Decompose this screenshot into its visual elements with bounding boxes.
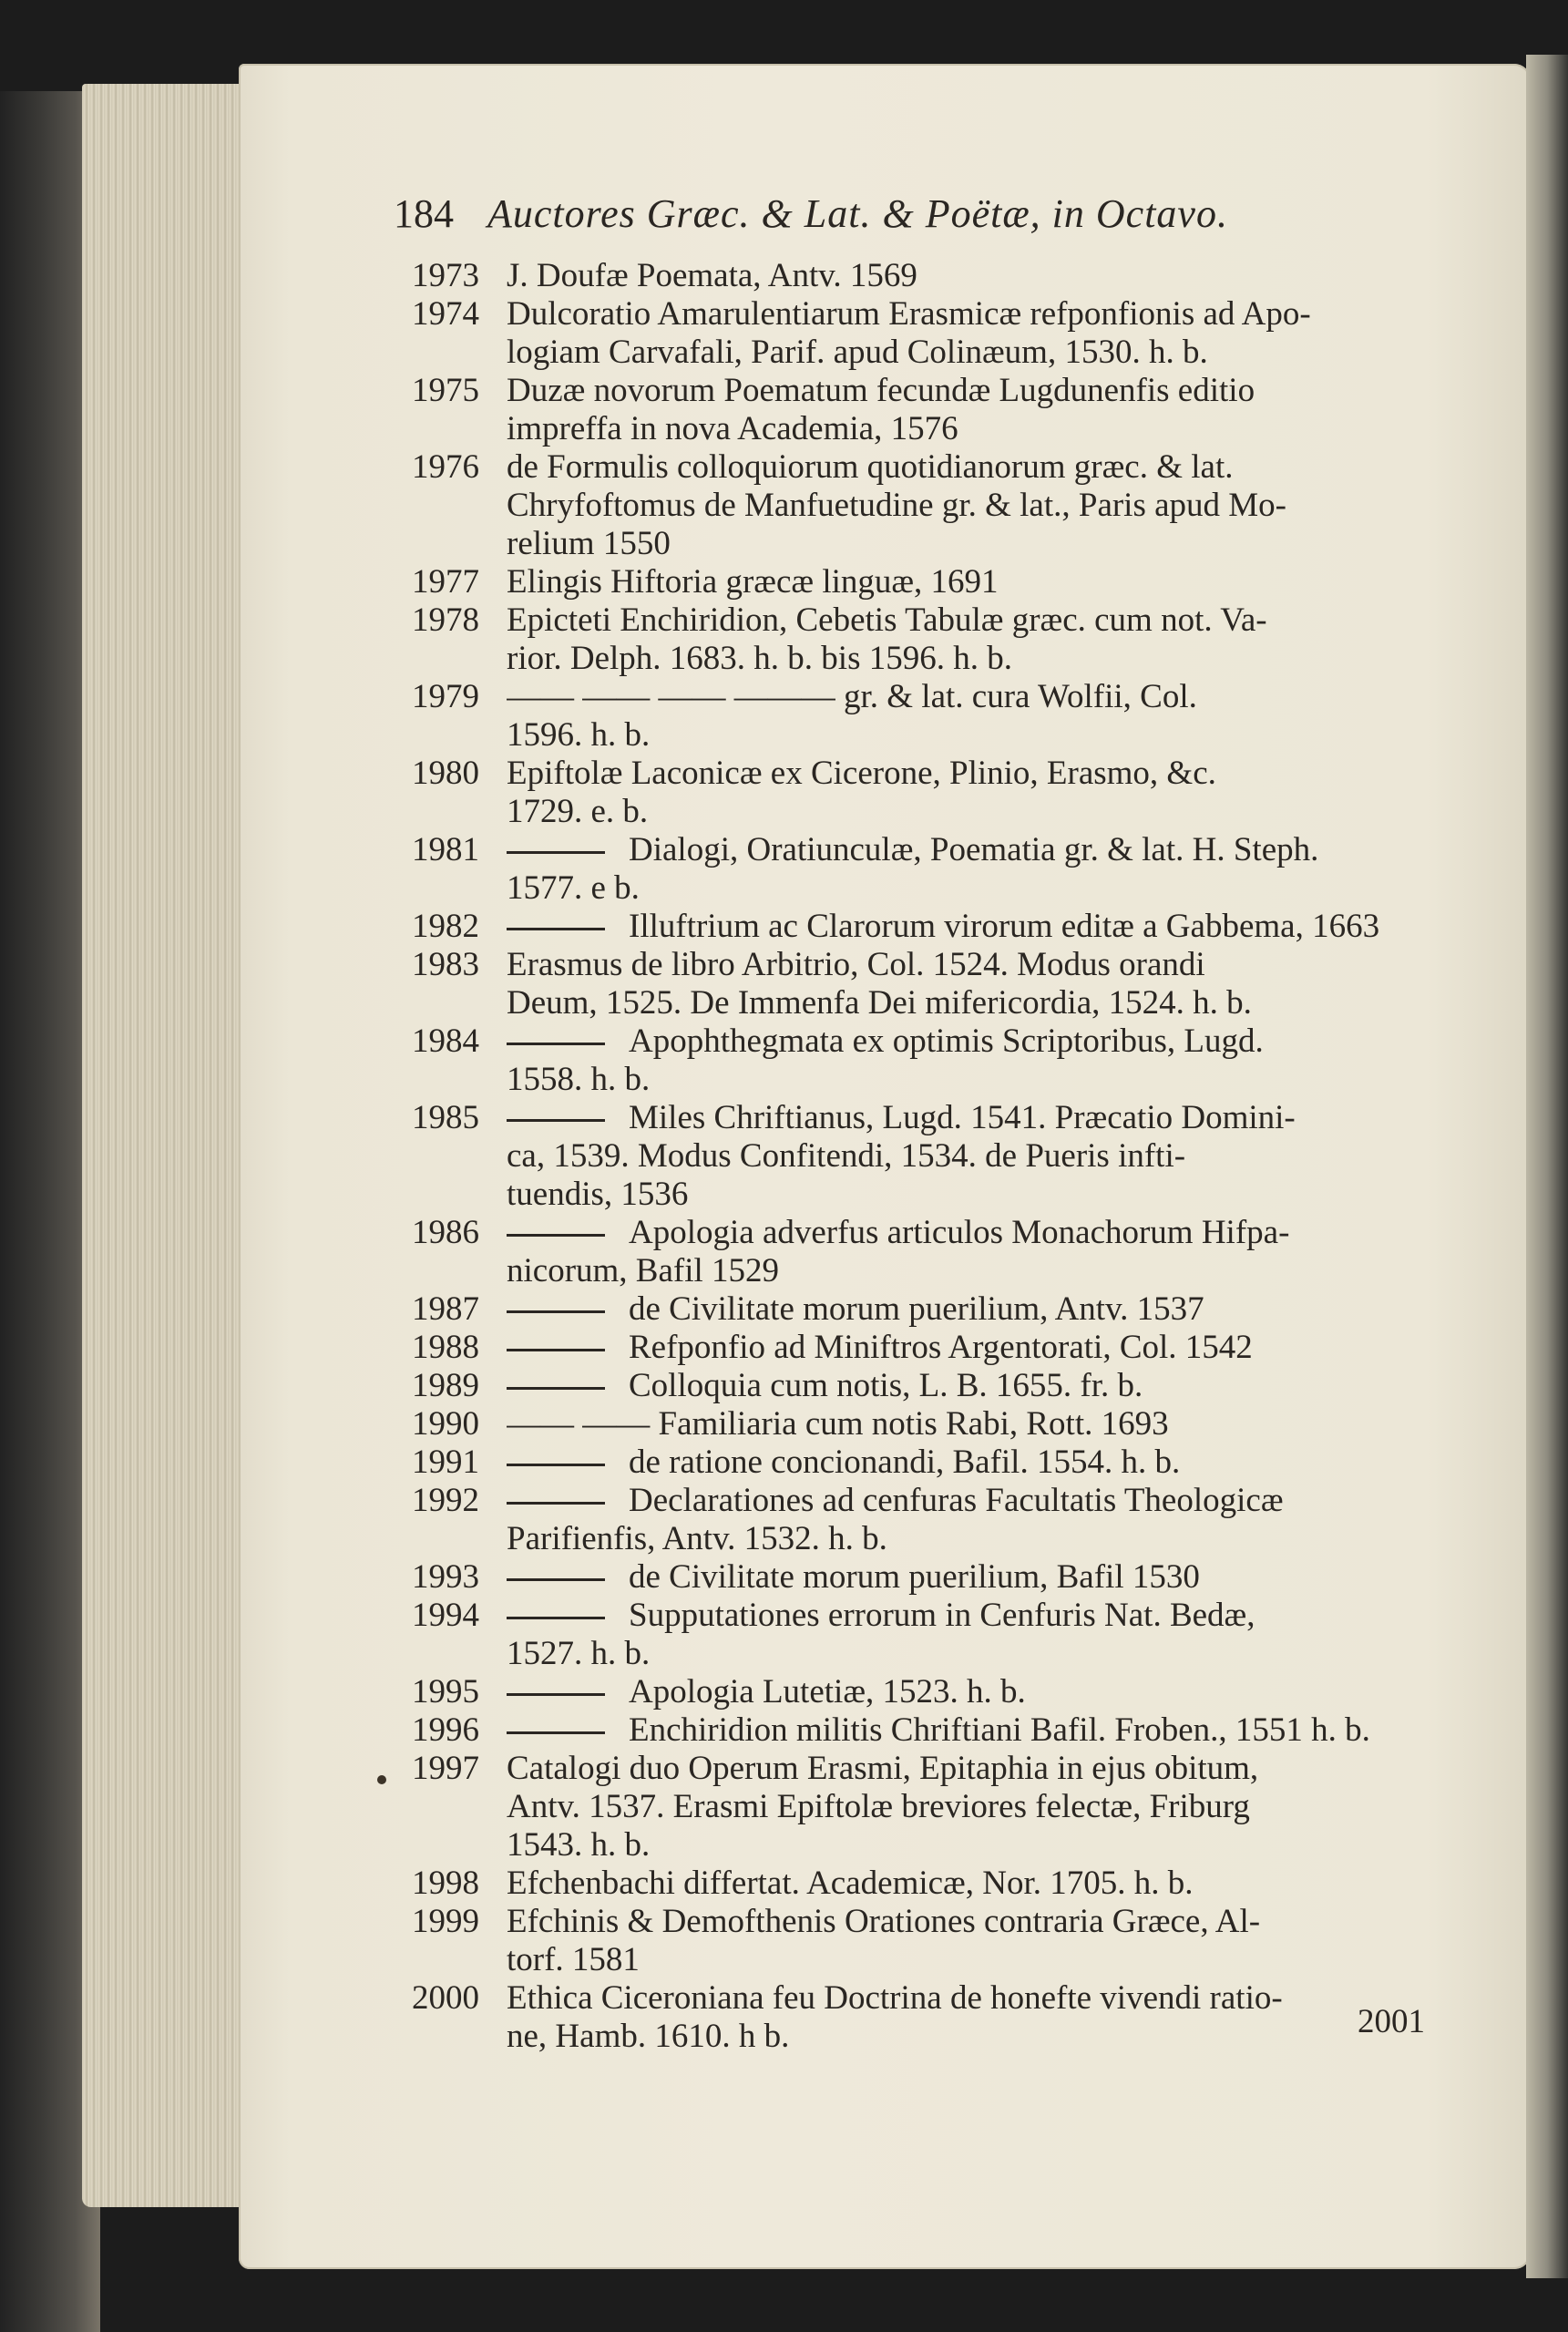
entry-number: 1978 xyxy=(412,601,479,639)
entry-line xyxy=(507,1903,1450,1941)
entry-number: 1997 xyxy=(412,1750,479,1787)
catalog-entry xyxy=(412,1711,1450,1750)
entry-line xyxy=(507,908,1450,946)
entry-text: 1729. e. b. xyxy=(507,793,649,830)
entry-line xyxy=(507,1597,1450,1635)
entry-line xyxy=(507,1520,1450,1558)
entry-text: logiam Carvafali, Parif. apud Colinæum, 1530. h. b. xyxy=(507,334,1208,371)
entry-line xyxy=(507,601,1450,640)
entry-text: Refponfio ad Miniftros Argentorati, Col. 1542 xyxy=(629,1329,1253,1366)
entry-text: Deum, 1525. De Immenfa Dei mifericordia, 1524. h. b. xyxy=(507,984,1252,1022)
entry-number: 1986 xyxy=(412,1214,479,1251)
ditto-dash xyxy=(507,1043,605,1045)
running-header xyxy=(394,182,1441,246)
catalog-entry xyxy=(412,448,1450,563)
catalog-entry xyxy=(412,295,1450,372)
entry-text: nicorum, Bafil 1529 xyxy=(507,1252,780,1289)
catalog-entry xyxy=(412,601,1450,678)
catalog-entry xyxy=(412,1558,1450,1597)
catalog-entry xyxy=(412,1443,1450,1482)
entry-line xyxy=(507,563,1450,601)
entry-line xyxy=(507,1290,1450,1329)
entry-text: Chryfoftomus de Manfuetudine gr. & lat., Paris apud Mo- xyxy=(507,487,1287,524)
entry-number: 1996 xyxy=(412,1711,479,1749)
entry-text: —— —— —— ——— gr. & lat. cura Wolfii, Col. xyxy=(507,678,1197,715)
catalog-entry xyxy=(412,1979,1450,2056)
entry-number: 1984 xyxy=(412,1022,479,1060)
entry-text: 1527. h. b. xyxy=(507,1635,651,1672)
catalog-entry xyxy=(412,1367,1450,1405)
catalog-entry xyxy=(412,1903,1450,1979)
catalog-entry xyxy=(412,946,1450,1022)
entry-text: 1543. h. b. xyxy=(507,1826,651,1864)
entry-text: Erasmus de libro Arbitrio, Col. 1524. Modus orandi xyxy=(507,946,1205,983)
entry-text: Efchenbachi differtat. Academicæ, Nor. 1705. h. b. xyxy=(507,1865,1194,1902)
catalog-entry xyxy=(412,1099,1450,1214)
catalog-entry xyxy=(412,372,1450,448)
catalog-entry xyxy=(412,1865,1450,1903)
entry-text: Catalogi duo Operum Erasmi, Epitaphia in ejus obitum, xyxy=(507,1750,1259,1787)
entry-text: 1558. h. b. xyxy=(507,1061,651,1098)
entry-text: Enchiridion militis Chriftiani Bafil. Froben., 1551 h. b. xyxy=(629,1711,1370,1749)
entry-line xyxy=(507,984,1450,1022)
entry-number: 1998 xyxy=(412,1865,479,1902)
ditto-dash xyxy=(507,851,605,854)
entry-line xyxy=(507,372,1450,410)
entry-line xyxy=(507,716,1450,755)
entry-number: 1985 xyxy=(412,1099,479,1136)
entry-line xyxy=(507,1979,1450,2018)
entry-line xyxy=(507,1022,1450,1061)
catalog-entry xyxy=(412,908,1450,946)
ditto-dash xyxy=(507,1349,605,1351)
entry-line xyxy=(507,755,1450,793)
catalog-entry xyxy=(412,1597,1450,1673)
entry-line xyxy=(507,295,1450,334)
entry-text: Dulcoratio Amarulentiarum Erasmicæ refponfionis ad Apo- xyxy=(507,295,1311,333)
entry-line xyxy=(507,1137,1450,1176)
catalog-entry xyxy=(412,678,1450,755)
catalog-entry xyxy=(412,1022,1450,1099)
entry-number: 1990 xyxy=(412,1405,479,1443)
entry-line xyxy=(507,1099,1450,1137)
entry-text: Duzæ novorum Poematum fecundæ Lugdunenfis editio xyxy=(507,372,1255,409)
entry-text: Elingis Hiftoria græcæ linguæ, 1691 xyxy=(507,563,999,601)
entry-text: Apophthegmata ex optimis Scriptoribus, Lugd. xyxy=(629,1022,1264,1060)
page-edges xyxy=(82,84,246,2207)
entry-number: 1988 xyxy=(412,1329,479,1366)
entry-line xyxy=(507,1826,1450,1865)
entry-number: 1974 xyxy=(412,295,479,333)
ditto-dash xyxy=(507,1502,605,1505)
entry-line xyxy=(507,525,1450,563)
facing-page-edge xyxy=(1526,55,1568,2278)
entry-text: —— —— Familiaria cum notis Rabi, Rott. 1693 xyxy=(507,1405,1169,1443)
catchword: 2001 xyxy=(1358,2003,1425,2040)
entry-line xyxy=(507,1941,1450,1979)
entry-line xyxy=(507,946,1450,984)
entry-line xyxy=(507,640,1450,678)
entry-line xyxy=(507,1252,1450,1290)
entry-text: Apologia Lutetiæ, 1523. h. b. xyxy=(629,1673,1026,1710)
entry-line xyxy=(507,1329,1450,1367)
entry-line xyxy=(507,1214,1450,1252)
entry-line xyxy=(507,487,1450,525)
entry-line xyxy=(507,678,1450,716)
entry-line xyxy=(507,1750,1450,1788)
entry-text: rior. Delph. 1683. h. b. bis 1596. h. b. xyxy=(507,640,1012,677)
entry-text: Dialogi, Oratiunculæ, Poematia gr. & lat. H. Steph. xyxy=(629,831,1319,868)
entry-number: 1973 xyxy=(412,257,479,294)
catalog-entry xyxy=(412,1405,1450,1443)
entry-line xyxy=(507,1367,1450,1405)
entry-number: 1999 xyxy=(412,1903,479,1940)
entry-text: Declarationes ad cenfuras Facultatis Theologicæ xyxy=(629,1482,1284,1519)
entry-text: de ratione concionandi, Bafil. 1554. h. b. xyxy=(629,1443,1181,1481)
ditto-dash xyxy=(507,928,605,930)
ditto-dash xyxy=(507,1731,605,1734)
entry-text: 1596. h. b. xyxy=(507,716,651,754)
catalog-entry xyxy=(412,1673,1450,1711)
catalog-entry xyxy=(412,755,1450,831)
entry-line xyxy=(507,1176,1450,1214)
entry-line xyxy=(507,793,1450,831)
entry-line xyxy=(507,1635,1450,1673)
ditto-dash xyxy=(507,1387,605,1390)
entry-text: Illuftrium ac Clarorum virorum editæ a Gabbema, 1663 xyxy=(629,908,1380,945)
catalog-entry xyxy=(412,831,1450,908)
entry-number: 1994 xyxy=(412,1597,479,1634)
ink-speck xyxy=(377,1775,386,1784)
entry-number: 1976 xyxy=(412,448,479,486)
ditto-dash xyxy=(507,1310,605,1313)
catalog-entry xyxy=(412,1329,1450,1367)
entry-text: relium 1550 xyxy=(507,525,671,562)
entry-text: Supputationes errorum in Cenfuris Nat. Bedæ, xyxy=(629,1597,1255,1634)
entry-number: 1995 xyxy=(412,1673,479,1710)
entry-text: Apologia adverfus articulos Monachorum Hifpa- xyxy=(629,1214,1290,1251)
entry-line xyxy=(507,1711,1450,1750)
entry-number: 1992 xyxy=(412,1482,479,1519)
entry-text: Epiftolæ Laconicæ ex Cicerone, Plinio, Erasmo, &c. xyxy=(507,755,1216,792)
entry-line xyxy=(507,1788,1450,1826)
catalog-entry xyxy=(412,1482,1450,1558)
entry-text: de Formulis colloquiorum quotidianorum græc. & lat. xyxy=(507,448,1234,486)
entry-text: impreffa in nova Academia, 1576 xyxy=(507,410,958,447)
entry-text: ne, Hamb. 1610. h b. xyxy=(507,2018,790,2055)
entry-number: 1981 xyxy=(412,831,479,868)
entry-line xyxy=(507,1443,1450,1482)
entry-number: 1991 xyxy=(412,1443,479,1481)
ditto-dash xyxy=(507,1464,605,1466)
entry-line xyxy=(507,410,1450,448)
entry-text: tuendis, 1536 xyxy=(507,1176,689,1213)
catalog-entry xyxy=(412,563,1450,601)
entry-text: ca, 1539. Modus Confitendi, 1534. de Pueris infti- xyxy=(507,1137,1186,1175)
entry-text: Antv. 1537. Erasmi Epiftolæ breviores felectæ, Friburg xyxy=(507,1788,1250,1825)
ditto-dash xyxy=(507,1234,605,1237)
entry-number: 1975 xyxy=(412,372,479,409)
catalog-entries xyxy=(412,257,1450,2056)
entry-number: 2000 xyxy=(412,1979,479,2017)
entry-text: Epicteti Enchiridion, Cebetis Tabulæ græc. cum not. Va- xyxy=(507,601,1267,639)
entry-line xyxy=(507,2018,1450,2056)
entry-line xyxy=(507,869,1450,908)
entry-number: 1982 xyxy=(412,908,479,945)
entry-line xyxy=(507,1673,1450,1711)
entry-line xyxy=(507,1061,1450,1099)
entry-text: Miles Chriftianus, Lugd. 1541. Præcatio Domini- xyxy=(629,1099,1296,1136)
entry-text: torf. 1581 xyxy=(507,1941,640,1978)
entry-line xyxy=(507,1482,1450,1520)
entry-number: 1977 xyxy=(412,563,479,601)
entry-number: 1993 xyxy=(412,1558,479,1596)
entry-text: Colloquia cum notis, L. B. 1655. fr. b. xyxy=(629,1367,1143,1404)
catalog-entry xyxy=(412,1290,1450,1329)
entry-text: Parifienfis, Antv. 1532. h. b. xyxy=(507,1520,887,1557)
entry-number: 1989 xyxy=(412,1367,479,1404)
entry-line xyxy=(507,448,1450,487)
entry-line xyxy=(507,1865,1450,1903)
entry-line xyxy=(507,257,1450,295)
entry-text: de Civilitate morum puerilium, Bafil 1530 xyxy=(629,1558,1200,1596)
entry-line xyxy=(507,334,1450,372)
entry-line xyxy=(507,831,1450,869)
entry-line xyxy=(507,1558,1450,1597)
ditto-dash xyxy=(507,1578,605,1581)
entry-number: 1983 xyxy=(412,946,479,983)
running-title: Auctores Græc. & Lat. & Poëtæ, in Octavo. xyxy=(487,191,1228,236)
page-number: 184 xyxy=(394,191,454,236)
ditto-dash xyxy=(507,1617,605,1619)
entry-text: Ethica Ciceroniana feu Doctrina de honefte vivendi ratio- xyxy=(507,1979,1283,2017)
entry-number: 1987 xyxy=(412,1290,479,1328)
entry-text: J. Doufæ Poemata, Antv. 1569 xyxy=(507,257,917,294)
catalog-entry xyxy=(412,1750,1450,1865)
entry-text: Efchinis & Demofthenis Orationes contraria Græce, Al- xyxy=(507,1903,1261,1940)
catalog-entry xyxy=(412,1214,1450,1290)
entry-text: 1577. e b. xyxy=(507,869,640,907)
entry-text: de Civilitate morum puerilium, Antv. 1537 xyxy=(629,1290,1204,1328)
entry-line xyxy=(507,1405,1450,1443)
ditto-dash xyxy=(507,1693,605,1696)
catalog-entry xyxy=(412,257,1450,295)
entry-number: 1979 xyxy=(412,678,479,715)
ditto-dash xyxy=(507,1119,605,1122)
entry-number: 1980 xyxy=(412,755,479,792)
